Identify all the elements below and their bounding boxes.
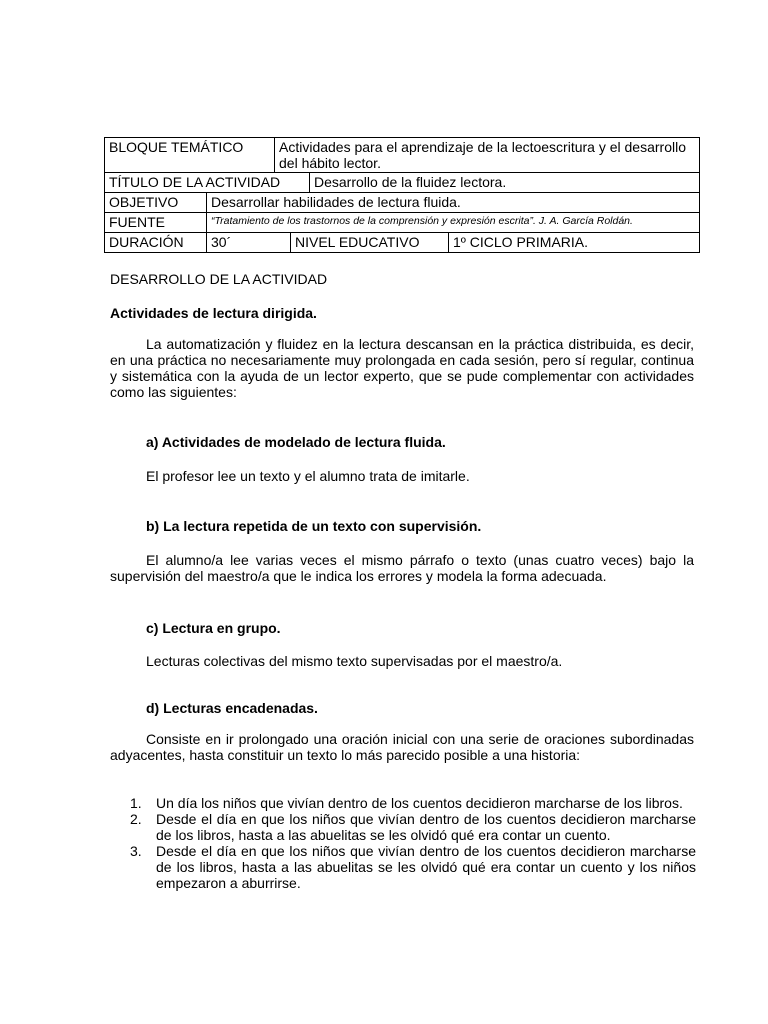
- list-number: 2.: [130, 811, 142, 827]
- heading-b: b) La lectura repetida de un texto con supervisión.: [146, 518, 482, 534]
- paragraph-b: El alumno/a lee varias veces el mismo párrafo o texto (unas cuatro veces) bajo la supervisión del maestro/a que le indica los errores y modela la forma adecuada.: [110, 552, 694, 584]
- titulo-label: TÍTULO DE LA ACTIVIDAD: [109, 174, 281, 190]
- list-text: Un día los niños que vivían dentro de los cuentos decidieron marcharse de los libros.: [156, 795, 683, 811]
- list-item: [130, 811, 696, 843]
- subtitle: Actividades de lectura dirigida.: [110, 305, 317, 321]
- nivel-label: NIVEL EDUCATIVO: [290, 233, 448, 252]
- duracion-label: DURACIÓN: [109, 234, 184, 250]
- list-number: 3.: [130, 843, 142, 859]
- table-row: [105, 138, 699, 172]
- list-text: Desde el día en que los niños que vivían dentro de los cuentos decidieron marcharse de los libros, hasta a las abuelitas se les olvidó qué era contar un cuento y los niños empezaron a aburrirse.: [156, 843, 696, 891]
- list-text: Desde el día en que los niños que vivían dentro de los cuentos decidieron marcharse de los libros, hasta a las abuelitas se les olvidó qué era contar un cuento.: [156, 811, 696, 843]
- paragraph-c: Lecturas colectivas del mismo texto supervisadas por el maestro/a.: [146, 653, 563, 669]
- heading-a: a) Actividades de modelado de lectura fluida.: [146, 434, 446, 450]
- paragraph-d: Consiste en ir prolongado una oración inicial con una serie de oraciones subordinadas adyacentes, hasta constituir un texto lo más parecido posible a una historia:: [110, 731, 694, 763]
- numbered-list: [130, 795, 696, 891]
- section-title: DESARROLLO DE LA ACTIVIDAD: [110, 271, 328, 287]
- objetivo-label: OBJETIVO: [109, 194, 179, 210]
- paragraph-a: El profesor lee un texto y el alumno trata de imitarle.: [146, 468, 470, 484]
- fuente-label: FUENTE: [109, 214, 165, 230]
- duracion-value: 30´: [206, 233, 290, 252]
- bloque-label: BLOQUE TEMÁTICO: [109, 139, 244, 155]
- list-number: 1.: [130, 795, 142, 811]
- table-row: [105, 232, 699, 252]
- heading-c: c) Lectura en grupo.: [146, 620, 281, 636]
- table-row: [105, 192, 699, 212]
- nivel-value: 1º CICLO PRIMARIA.: [448, 233, 699, 252]
- bloque-value: Actividades para el aprendizaje de la lectoescritura y el desarrollo del hábito lector.: [274, 138, 699, 172]
- list-item: [130, 795, 696, 811]
- table-row: [105, 212, 699, 232]
- fuente-value: “Tratamiento de los trastornos de la comprensión y expresión escrita”. J. A. García Roldán.: [206, 213, 699, 232]
- table-row: [105, 172, 699, 192]
- titulo-value: Desarrollo de la fluidez lectora.: [309, 173, 699, 192]
- objetivo-value: Desarrollar habilidades de lectura fluida.: [206, 193, 699, 212]
- intro-paragraph: La automatización y fluidez en la lectura descansan en la práctica distribuida, es decir, en una práctica no necesariamente muy prolongada en cada sesión, pero sí regular, continua y sistemática con la ayuda de un lector experto, que se pude complementar con actividades como las siguientes:: [110, 336, 694, 400]
- activity-info-table: [104, 137, 700, 253]
- heading-d: d) Lecturas encadenadas.: [146, 700, 318, 716]
- list-item: [130, 843, 696, 891]
